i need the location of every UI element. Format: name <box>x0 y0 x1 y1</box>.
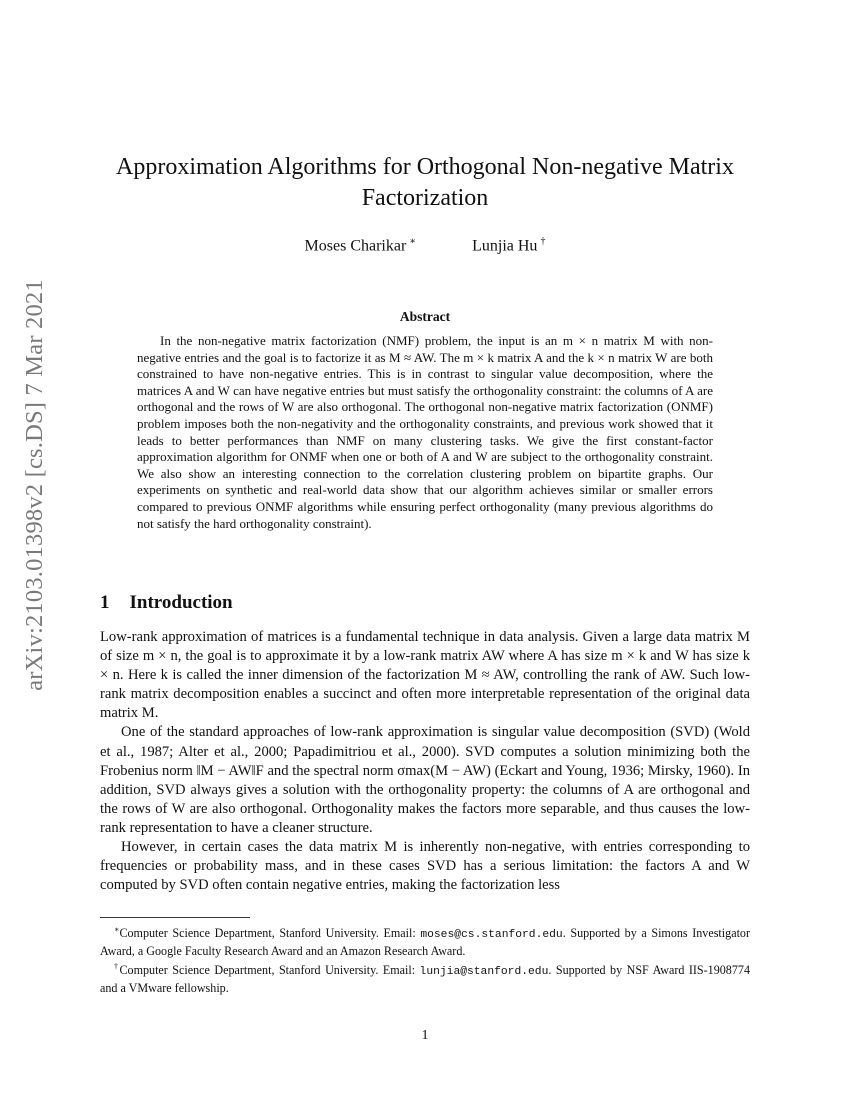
footnote <box>100 959 750 996</box>
arxiv-stamp-text: arXiv:2103.01398v2 [cs.DS] 7 Mar 2021 <box>21 279 49 691</box>
footnote-text: Computer Science Department, Stanford University. Email: <box>119 963 420 978</box>
author-footnote-mark: † <box>540 236 546 247</box>
author-footnote-mark: ∗ <box>409 236 417 247</box>
author-name: Lunjia Hu <box>472 237 538 255</box>
footnote-mark: † <box>114 962 120 972</box>
author <box>472 232 545 256</box>
paragraph: However, in certain cases the data matrix M is inherently non-negative, with entries corresponding to frequencies or probability mass, and in these cases SVD has a serious limitation: the factors A and W computed by SVD often contain negative entries, making the factorization less <box>100 839 750 894</box>
abstract-text: In the non-negative matrix factorization (NMF) problem, the input is an m × n matrix M with non-negative entries and the goal is to factorize it as M ≈ AW. The m × k matrix A and the k × n matrix W are both constrained to have non-negative entries. This is in contrast to singular value decomposition, where the matrices A and W can have negative entries but must satisfy the orthogonality constraint: the columns of A are orthogonal and the rows of W are also orthogonal. The orthogonal non-negative matrix factorization (ONMF) problem imposes both the non-negativity and the orthogonality constraints, and previous work showed that it leads to better performances than NMF on many clustering tasks. We give the first constant-factor approximation algorithm for ONMF when one or both of A and W are subject to the orthogonality constraint. We also show an interesting connection to the correlation clustering problem on bipartite graphs. Our experiments on synthetic and real-world data show that our algorithm achieves similar or smaller errors compared to previous ONMF algorithms while ensuring perfect orthogonality (many previous algorithms do not satisfy the hard orthogonality constraint). <box>137 333 713 531</box>
page-number: 1 <box>421 1028 429 1043</box>
footnote-text: . Supported by a Simons Investigator Award, a Google Faculty Research Award and an Amazon Research Award. <box>100 926 750 958</box>
footnote-text: . Supported by NSF Award IIS-1908774 and a VMware fellowship. <box>100 963 750 995</box>
paragraph: One of the standard approaches of low-rank approximation is singular value decomposition (SVD) (Wold et al., 1987; Alter et al., 2000; Papadimitriou et al., 2000). SVD computes a solution minimizing both the Frobenius norm ‖M − AW‖F and the spectral norm σmax(M − AW) (Eckart and Young, 1936; Mirsky, 1960). In addition, SVD always gives a solution with the orthogonality property: the columns of A are orthogonal and the rows of W are also orthogonal. Orthogonality makes the factors more separable, and thus causes the low-rank representation to have a cleaner structure. <box>100 724 750 836</box>
author-list <box>100 232 750 256</box>
footnote <box>100 922 750 959</box>
footnote-text: Computer Science Department, Stanford University. Email: <box>119 926 421 941</box>
paper-title: Approximation Algorithms for Orthogonal Non-negative Matrix Factorization <box>116 154 734 211</box>
arxiv-stamp <box>10 279 60 691</box>
footnote-email: lunjia@stanford.edu <box>419 966 549 979</box>
footnote-email: moses@cs.stanford.edu <box>420 929 563 942</box>
author-name: Moses Charikar <box>304 237 407 255</box>
abstract-heading: Abstract <box>399 309 451 324</box>
body-text <box>100 628 750 895</box>
author <box>305 232 417 256</box>
footnote-divider <box>100 917 250 918</box>
section-heading <box>100 591 233 615</box>
footnotes <box>100 922 750 996</box>
paragraph: Low-rank approximation of matrices is a fundamental technique in data analysis. Given a large data matrix M of size m × n, the goal is to approximate it by a low-rank matrix AW where A has size m × k and W has size k × n. Here k is called the inner dimension of the factorization M ≈ AW, controlling the rank of AW. Such low-rank matrix decomposition enables a succinct and often more interpretable representation of the original data matrix M. <box>100 629 750 722</box>
footnote-mark: ∗ <box>114 925 120 934</box>
section-title: Introduction <box>129 592 233 613</box>
section-number: 1 <box>100 592 110 613</box>
